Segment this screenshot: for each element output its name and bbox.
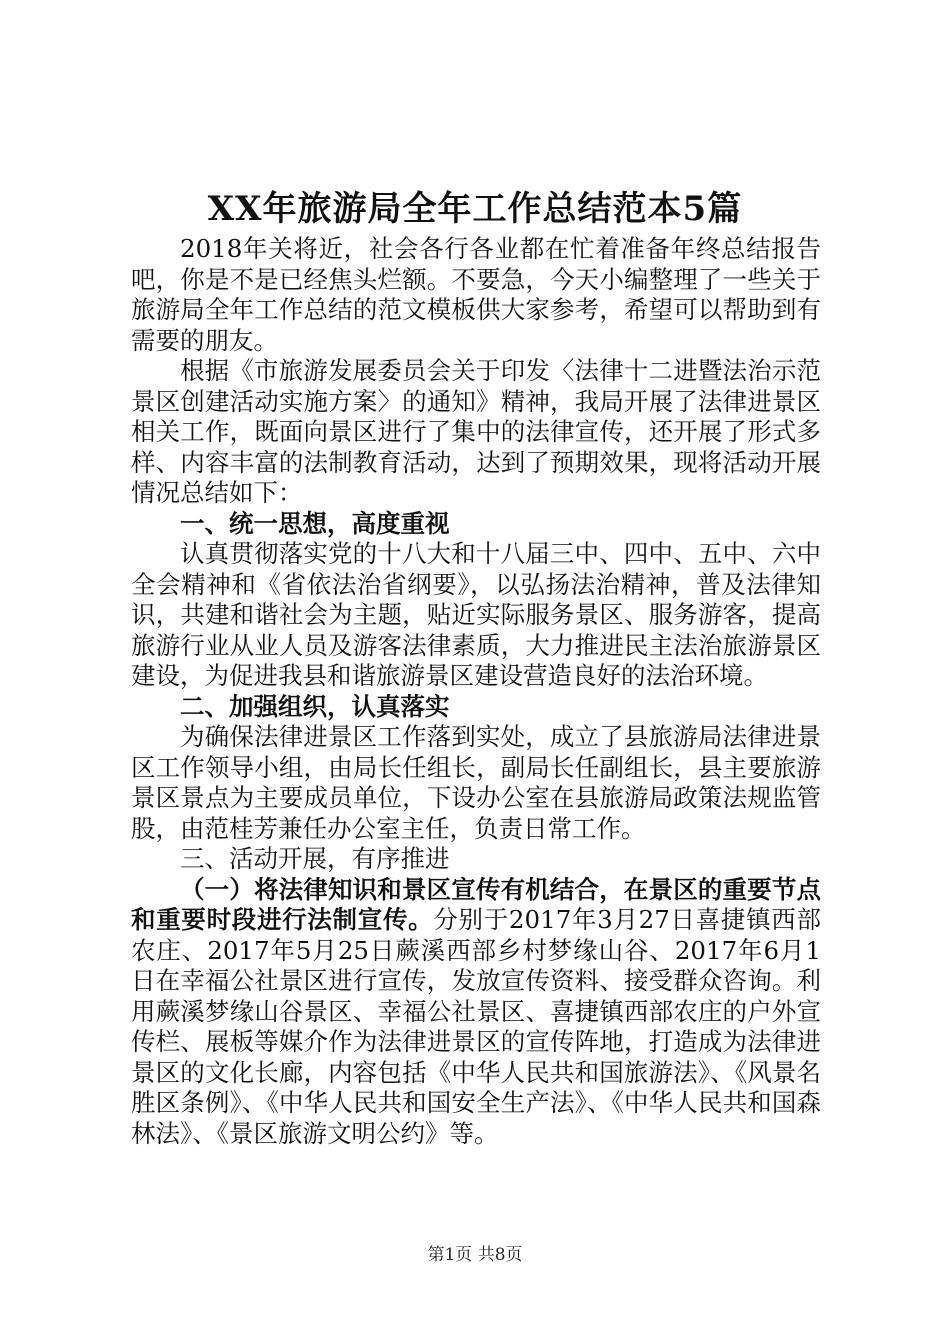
section-heading-2: 二、加强组织，认真落实 (180, 691, 450, 721)
section-heading-3: 三、活动开展，有序推进 (180, 844, 450, 873)
background-paragraph: 根据《市旅游发展委员会关于印发〈法律十二进暨法治示范景区创建活动实施方案〉的通知》精神，我局开展了法律进景区相关工作，既面向景区进行了集中的法律宣传，还开展了形式多样、内容丰富的法制教育活动，达到了预期效果，现将活动开展情况总结如下： (131, 356, 821, 507)
document-title: XX年旅游局全年工作总结范本5篇 (207, 189, 743, 229)
page-footer: 第1页 共8页 (427, 1245, 523, 1265)
section-2-paragraph: 为确保法律进景区工作落到实处，成立了县旅游局法律进景区工作领导小组，由局长任组长，副局长任副组长，县主要旅游景区景点为主要成员单位，下设办公室在县旅游局政策法规监管股，由范桂芳兼任办公室主任，负责日常工作。 (131, 722, 821, 843)
section-heading-1: 一、统一思想，高度重视 (180, 508, 450, 538)
section-1-paragraph: 认真贯彻落实党的十八大和十八届三中、四中、五中、六中全会精神和《省依法治省纲要》，以弘扬法治精神，普及法律知识，共建和谐社会为主题，贴近实际服务景区、服务游客，提高旅游行业从业人员及游客法律素质，大力推进民主法治旅游景区建设，为促进我县和谐旅游景区建设营造良好的法治环境。 (131, 539, 821, 690)
section-3-paragraph (131, 875, 821, 1150)
section-3-body: 分别于2017年3月27日喜捷镇西部农庄、2017年5月25日蕨溪西部乡村梦缘山谷、2017年6月1日在幸福公社景区进行宣传，发放宣传资料、接受群众咨询。利用蕨溪梦缘山谷景区、幸福公社景区、喜捷镇西部农庄的户外宣传栏、展板等媒介作为法律进景区的宣传阵地，打造成为法律进景区的文化长廊，内容包括《中华人民共和国旅游法》、《风景名胜区条例》、《中华人民共和国安全生产法》、《中华人民共和国森林法》、《景区旅游文明公约》等。 (131, 905, 821, 1148)
section-3-lead: （一）将法律知识和景区宣传有机结合，在景区的重要节点和重要时段进行法制宣传。 (131, 874, 821, 934)
intro-paragraph: 2018年关将近，社会各行各业都在忙着准备年终总结报告吧，你是不是已经焦头烂额。不要急，今天小编整理了一些关于旅游局全年工作总结的范文模板供大家参考，希望可以帮助到有需要的朋友。 (131, 234, 821, 355)
document-body (131, 234, 821, 1149)
